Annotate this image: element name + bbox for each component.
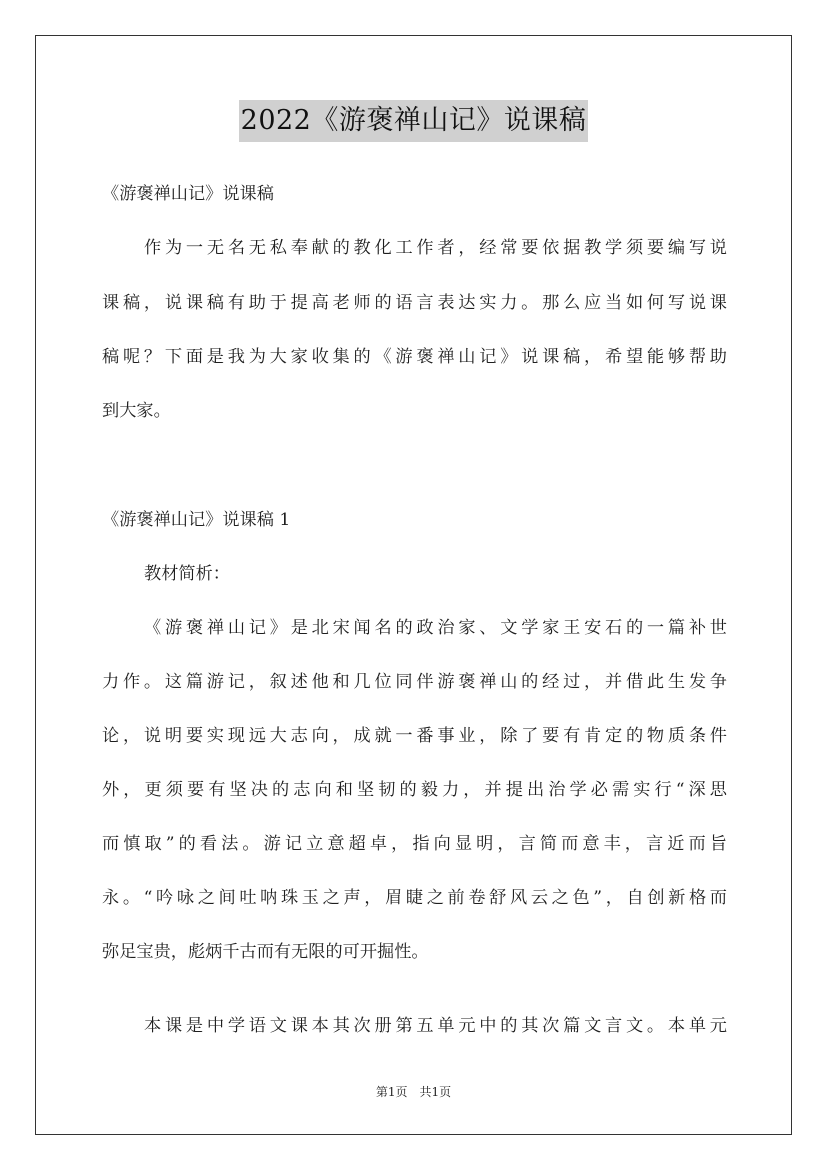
intro-line: 稿呢？下面是我为大家收集的《游褒禅山记》说课稿，希望能够帮助: [102, 347, 727, 367]
paragraph-line: 论，说明要实现远大志向，成就一番事业，除了要有肯定的物质条件: [102, 726, 727, 746]
paragraph-line: 《游褒禅山记》是北宋闻名的政治家、文学家王安石的一篇补世: [144, 618, 727, 638]
title-container: [0, 100, 827, 142]
paragraph-line: 而慎取”的看法。游记立意超卓，指向显明，言简而意丰，言近而旨: [102, 834, 727, 854]
paragraph-line: 外，更须要有坚决的志向和坚韧的毅力，并提出治学必需实行“深思: [102, 780, 727, 800]
paragraph-line: 本课是中学语文课本其次册第五单元中的其次篇文言文。本单元: [144, 1016, 727, 1036]
intro-line: 作为一无名无私奉献的教化工作者，经常要依据教学须要编写说: [144, 238, 727, 258]
intro-line: 到大家。: [102, 401, 171, 421]
document-title: 2022《游褒禅山记》说课稿: [239, 100, 589, 142]
subtitle: 《游褒禅山记》说课稿: [102, 184, 274, 204]
paragraph-line: 力作。这篇游记，叙述他和几位同伴游褒禅山的经过，并借此生发争: [102, 672, 727, 692]
paragraph-line: 永。“吟咏之间吐呐珠玉之声，眉睫之前卷舒风云之色”，自创新格而: [102, 888, 727, 908]
paragraph-line: 弥足宝贵，彪炳千古而有无限的可开掘性。: [102, 942, 429, 962]
page-footer: 第1页 共1页: [375, 1085, 452, 1099]
material-heading: 教材简析：: [144, 564, 230, 584]
intro-line: 课稿，说课稿有助于提高老师的语言表达实力。那么应当如何写说课: [102, 293, 727, 313]
section-heading: 《游褒禅山记》说课稿 1: [102, 510, 291, 530]
